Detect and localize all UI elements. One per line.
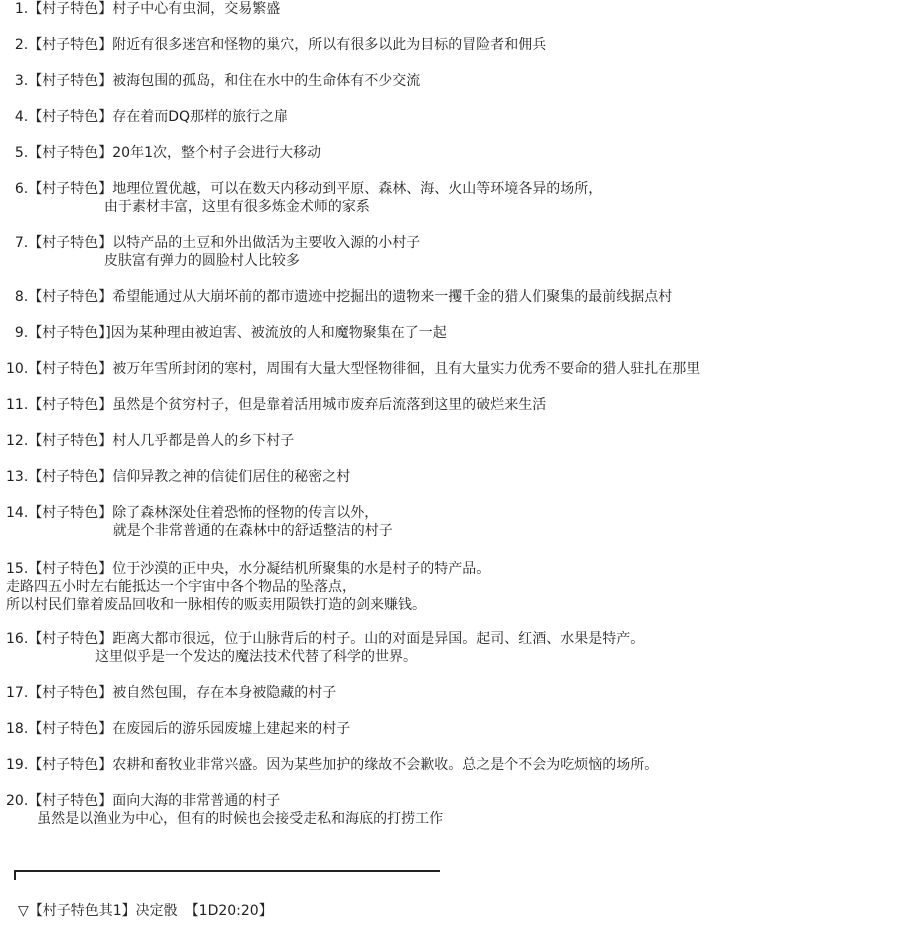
list-item: 8.【村子特色】希望能通过从大崩坏前的都市遗迹中挖掘出的遗物来一攫千金的猎人们聚集的最前线据点村 xyxy=(6,289,673,305)
list-item: 10.【村子特色】被万年雪所封闭的寒村，周围有大量大型怪物徘徊，且有大量实力优秀不要命的猎人驻扎在那里 xyxy=(6,361,701,377)
list-item: 3.【村子特色】被海包围的孤岛，和住在水中的生命体有不少交流 xyxy=(6,73,421,89)
list-item-continuation: 由于素材丰富，这里有很多炼金术师的家系 xyxy=(6,199,370,215)
list-item: 9.【村子特色】]因为某种理由被迫害、被流放的人和魔物聚集在了一起 xyxy=(6,325,447,341)
list-item-continuation: 就是个非常普通的在森林中的舒适整洁的村子 xyxy=(6,523,393,539)
dice-roll-result: ▽【村子特色其1】决定骰 【1D20:20】 xyxy=(18,903,273,919)
list-item: 2.【村子特色】附近有很多迷宫和怪物的巢穴，所以有很多以此为目标的冒险者和佣兵 xyxy=(6,37,547,53)
list-item: 20.【村子特色】面向大海的非常普通的村子 xyxy=(6,793,281,809)
list-item-continuation: 走路四五小时左右能抵达一个宇宙中各个物品的坠落点， xyxy=(6,579,356,595)
list-item: 7.【村子特色】以特产品的土豆和外出做活为主要收入源的小村子 xyxy=(6,235,421,251)
list-item: 13.【村子特色】信仰异教之神的信徒们居住的秘密之村 xyxy=(6,469,351,485)
list-item: 17.【村子特色】被自然包围，存在本身被隐藏的村子 xyxy=(6,685,337,701)
list-item-continuation: 这里似乎是一个发达的魔法技术代替了科学的世界。 xyxy=(6,649,418,665)
list-item-continuation: 虽然是以渔业为中心，但有的时候也会接受走私和海底的打捞工作 xyxy=(6,811,444,827)
list-item-continuation: 皮肤富有弹力的圆脸村人比较多 xyxy=(6,253,300,269)
list-item: 6.【村子特色】地理位置优越，可以在数天内移动到平原、森林、海、火山等环境各异的场所， xyxy=(6,181,603,197)
list-item: 18.【村子特色】在废园后的游乐园废墟上建起来的村子 xyxy=(6,721,351,737)
list-item: 15.【村子特色】位于沙漠的正中央，水分凝结机所聚集的水是村子的特产品。 xyxy=(6,561,491,577)
list-item: 16.【村子特色】距离大都市很远，位于山脉背后的村子。山的对面是异国。起司、红酒、水果是特产。 xyxy=(6,631,645,647)
list-item: 4.【村子特色】存在着而DQ那样的旅行之扉 xyxy=(6,109,289,125)
list-item: 14.【村子特色】除了森林深处住着恐怖的怪物的传言以外， xyxy=(6,505,379,521)
list-item: 19.【村子特色】农耕和畜牧业非常兴盛。因为某些加护的缘故不会歉收。总之是个不会为吃烦恼的场所。 xyxy=(6,757,659,773)
list-item: 12.【村子特色】村人几乎都是兽人的乡下村子 xyxy=(6,433,295,449)
list-item-continuation: 所以村民们靠着废品回收和一脉相传的贩卖用陨铁打造的剑来赚钱。 xyxy=(6,597,426,613)
list-item: 5.【村子特色】20年1次，整个村子会进行大移动 xyxy=(6,145,321,161)
divider-line xyxy=(14,870,440,872)
list-item: 11.【村子特色】虽然是个贫穷村子，但是靠着活用城市废弃后流落到这里的破烂来生活 xyxy=(6,397,547,413)
divider-tick xyxy=(14,870,16,880)
list-item: 1.【村子特色】村子中心有虫洞，交易繁盛 xyxy=(6,1,281,17)
